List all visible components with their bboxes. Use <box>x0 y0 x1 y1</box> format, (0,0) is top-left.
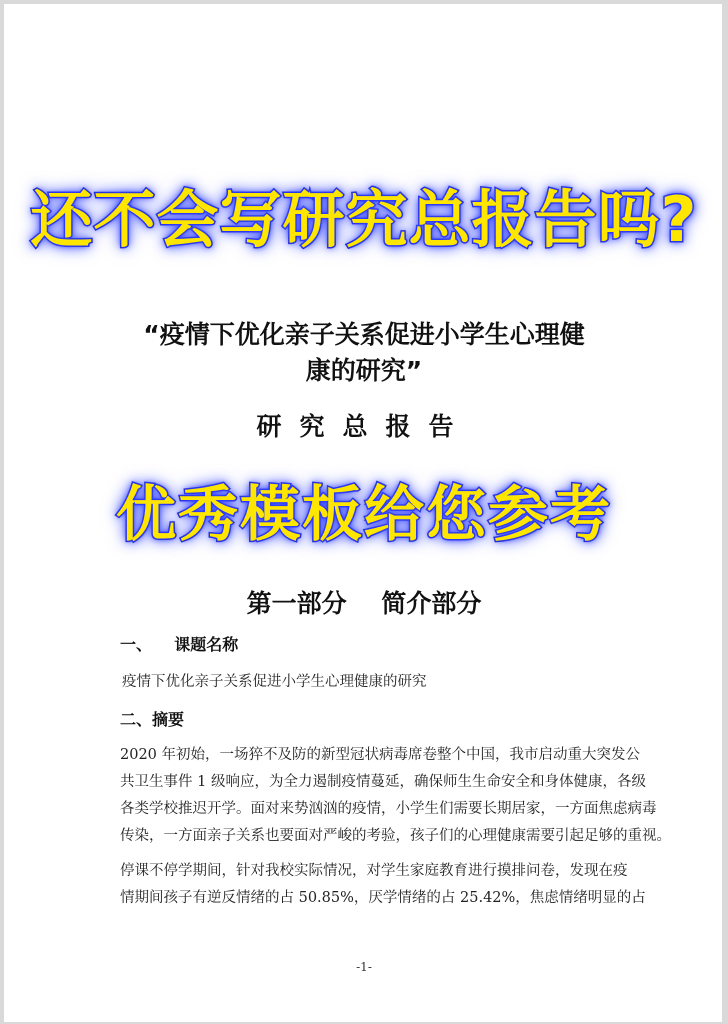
paragraph-line: 各类学校推迟开学。面对来势汹汹的疫情，小学生们需要长期居家，一方面焦虑病毒 <box>120 801 657 817</box>
paragraph-line: 情期间孩子有逆反情绪的占 50.85%，厌学情绪的占 25.42%，焦虑情绪明显的占 <box>120 890 646 906</box>
report-title: 研究总报告 <box>256 412 472 441</box>
heading-abstract: 二、摘要 <box>120 710 185 729</box>
paragraph-line: 停课不停学期间，针对我校实际情况，对学生家庭教育进行摸排问卷，发现在疫 <box>120 863 628 879</box>
heading-topic-name: 一、 课题名称 <box>120 635 239 654</box>
document-title-line1: “疫情下优化亲子关系促进小学生心理健 <box>143 320 585 349</box>
paragraph-line: 传染，一方面亲子关系也要面对严峻的考验，孩子们的心理健康需要引起足够的重视。 <box>120 828 671 844</box>
section-title: 第一部分 简介部分 <box>246 589 482 618</box>
paragraph-line: 共卫生事件 1 级响应，为全力遏制疫情蔓延，确保师生生命安全和身体健康，各级 <box>120 774 646 790</box>
banner-headline: 还不会写研究总报告吗? <box>30 183 698 256</box>
page-number: -1- <box>356 960 372 974</box>
document-title-line2: 康的研究” <box>305 356 423 385</box>
paragraph-line: 2020 年初始，一场猝不及防的新型冠状病毒席卷整个中国，我市启动重大突发公 <box>120 747 641 763</box>
banner-subheadline: 优秀模板给您参考 <box>116 480 612 550</box>
topic-name-text: 疫情下优化亲子关系促进小学生心理健康的研究 <box>122 674 427 690</box>
abstract-paragraph-1 <box>120 742 671 850</box>
abstract-paragraph-2 <box>120 858 650 912</box>
